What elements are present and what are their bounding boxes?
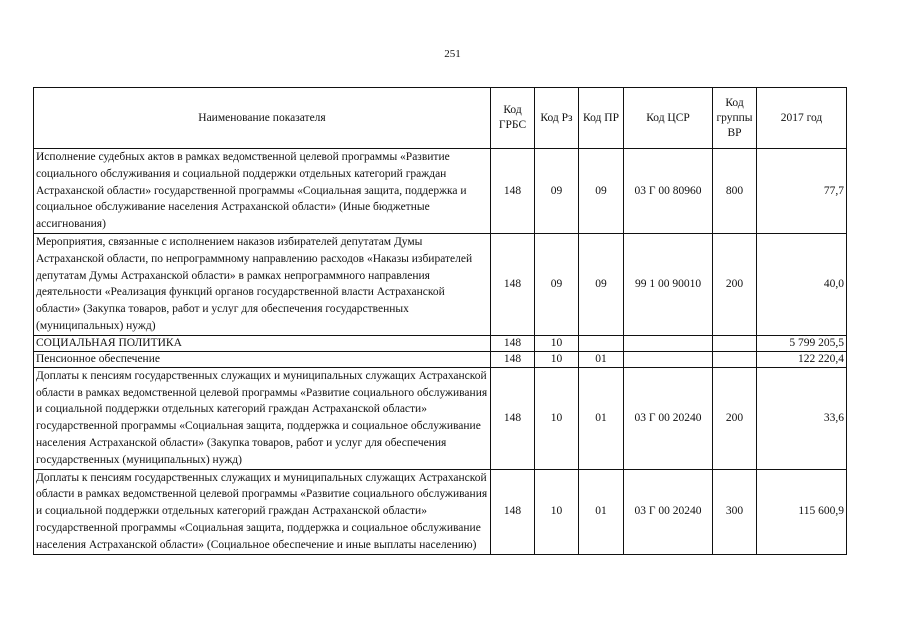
row-vr: 300 <box>713 469 757 554</box>
table-row <box>34 351 847 367</box>
row-csr: 99 1 00 90010 <box>624 233 713 335</box>
row-grbs: 148 <box>491 367 535 469</box>
row-grbs: 148 <box>491 469 535 554</box>
header-rz: Код Рз <box>535 88 579 149</box>
row-grbs: 148 <box>491 233 535 335</box>
row-csr: 03 Г 00 80960 <box>624 149 713 234</box>
row-name: СОЦИАЛЬНАЯ ПОЛИТИКА <box>34 335 491 351</box>
row-amount: 33,6 <box>757 367 847 469</box>
row-amount: 115 600,9 <box>757 469 847 554</box>
header-csr: Код ЦСР <box>624 88 713 149</box>
row-csr: 03 Г 00 20240 <box>624 469 713 554</box>
table-row <box>34 233 847 335</box>
header-pr: Код ПР <box>579 88 624 149</box>
row-name: Пенсионное обеспечение <box>34 351 491 367</box>
row-amount: 40,0 <box>757 233 847 335</box>
row-pr: 01 <box>579 351 624 367</box>
row-amount: 5 799 205,5 <box>757 335 847 351</box>
row-rz: 09 <box>535 233 579 335</box>
row-name: Мероприятия, связанные с исполнением наказов избирателей депутатам Думы Астраханской области, по непрограммному направлению расходов «Наказы избирателей депутатам Думы Астраханской области» в рамках непрограммного направления деятельности «Реализация функций органов государственной власти Астраханской области» (Закупка товаров, работ и услуг для обеспечения государственных (муниципальных) нужд) <box>34 233 491 335</box>
table-row <box>34 335 847 351</box>
table-row <box>34 149 847 234</box>
row-name: Исполнение судебных актов в рамках ведомственной целевой программы «Развитие социального обслуживания и социальной поддержки отдельных категорий граждан Астраханской области» государственной программы «Социальная защита, поддержка и социальное обслуживание населения Астраханской области» (Иные бюджетные ассигнования) <box>34 149 491 234</box>
row-grbs: 148 <box>491 335 535 351</box>
header-name: Наименование показателя <box>34 88 491 149</box>
row-rz: 10 <box>535 469 579 554</box>
table-row <box>34 469 847 554</box>
row-grbs: 148 <box>491 351 535 367</box>
row-rz: 09 <box>535 149 579 234</box>
row-pr: 01 <box>579 367 624 469</box>
row-pr <box>579 335 624 351</box>
row-vr: 200 <box>713 233 757 335</box>
header-vr: Код группы ВР <box>713 88 757 149</box>
header-year: 2017 год <box>757 88 847 149</box>
table-row <box>34 367 847 469</box>
row-rz: 10 <box>535 335 579 351</box>
row-csr <box>624 335 713 351</box>
row-name: Доплаты к пенсиям государственных служащих и муниципальных служащих Астраханской области в рамках ведомственной целевой программы «Развитие социального обслуживания и социальной поддержки отдельных категорий граждан Астраханской области» государственной программы «Социальная защита, поддержка и социальное обслуживание населения Астраханской области» (Закупка товаров, работ и услуг для обеспечения государственных (муниципальных) нужд) <box>34 367 491 469</box>
row-vr: 200 <box>713 367 757 469</box>
budget-table <box>33 87 847 555</box>
row-csr <box>624 351 713 367</box>
row-vr <box>713 351 757 367</box>
row-vr: 800 <box>713 149 757 234</box>
row-pr: 09 <box>579 149 624 234</box>
row-name: Доплаты к пенсиям государственных служащих и муниципальных служащих Астраханской области в рамках ведомственной целевой программы «Развитие социального обслуживания и социальной поддержки отдельных категорий граждан Астраханской области» государственной программы «Социальная защита, поддержка и социальное обслуживание населения Астраханской области» (Социальное обеспечение и иные выплаты населению) <box>34 469 491 554</box>
row-grbs: 148 <box>491 149 535 234</box>
row-rz: 10 <box>535 367 579 469</box>
header-grbs: Код ГРБС <box>491 88 535 149</box>
row-amount: 77,7 <box>757 149 847 234</box>
page-number: 251 <box>444 48 461 60</box>
row-amount: 122 220,4 <box>757 351 847 367</box>
row-pr: 01 <box>579 469 624 554</box>
row-rz: 10 <box>535 351 579 367</box>
table-header-row <box>34 88 847 149</box>
row-pr: 09 <box>579 233 624 335</box>
row-csr: 03 Г 00 20240 <box>624 367 713 469</box>
row-vr <box>713 335 757 351</box>
